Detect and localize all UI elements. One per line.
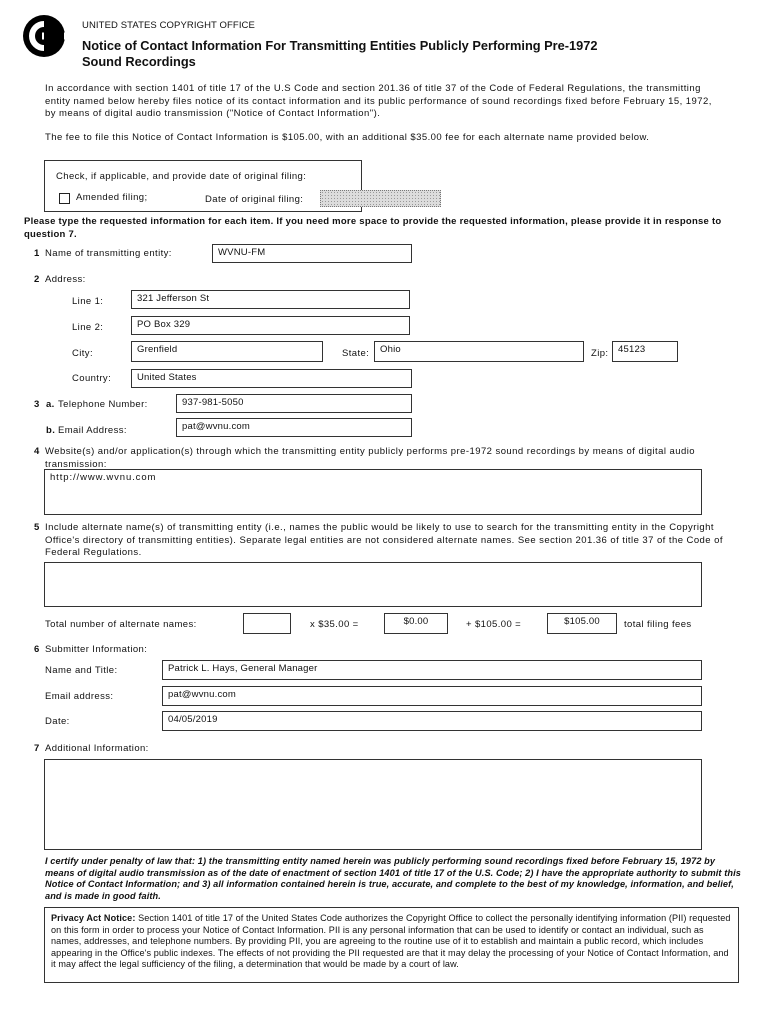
alternate-names-subtotal: $0.00 [384,613,448,634]
type-instructions: Please type the requested information for each item. If you need more space to provide the requested information, please provide it in response to question 7. [24,216,722,240]
certification-statement: I certify under penalty of law that: 1) the transmitting entity named herein was publicly performing sound recordings fixed before February 15, 1972 by means of digital audio transmission as of the date of enactment of section 1401 of title 17 of the U.S. Code; 2) I have the appropriate authority to submit this Notice of Contact Information; and 3) all information contained herein is true, accurate, and complete to the best of my knowledge, information, and belief, and is made in good faith. [45,856,741,901]
submitter-name-label: Name and Title: [45,665,118,676]
alternate-names-input[interactable] [44,562,702,607]
address-line1-input[interactable]: 321 Jefferson St [131,290,410,309]
telephone-input[interactable]: 937-981-5050 [176,394,412,413]
q4-number: 4 [34,446,40,457]
submitter-email-label: Email address: [45,691,114,702]
state-input[interactable]: Ohio [374,341,584,362]
q1-number: 1 [34,248,40,259]
total-alternate-names-label: Total number of alternate names: [45,619,197,630]
q1-label: Name of transmitting entity: [45,248,172,259]
q5-number: 5 [34,522,40,533]
address-line2-input[interactable]: PO Box 329 [131,316,410,335]
amended-filing-checkbox[interactable] [59,193,70,204]
zip-input[interactable]: 45123 [612,341,678,362]
base-fee-label: + $105.00 = [466,619,522,630]
address-line1-label: Line 1: [72,296,104,307]
q6-label: Submitter Information: [45,644,148,655]
state-label: State: [342,348,370,359]
q7-label: Additional Information: [45,743,149,754]
email-address-label: Email Address: [58,425,127,436]
city-label: City: [72,348,93,359]
telephone-label: Telephone Number: [58,399,148,410]
country-input[interactable]: United States [131,369,412,388]
privacy-act-heading: Privacy Act Notice: [51,913,136,923]
original-filing-date-label: Date of original filing: [205,194,304,205]
q3b-marker: b. [46,425,56,436]
copyright-office-logo [22,14,72,58]
submitter-date-label: Date: [45,716,70,727]
amend-instruction: Check, if applicable, and provide date of original filing: [56,171,307,182]
country-label: Country: [72,373,112,384]
amended-filing-label: Amended filing; [76,192,148,203]
q2-label: Address: [45,274,86,285]
address-line2-label: Line 2: [72,322,104,333]
zip-label: Zip: [591,348,609,359]
website-input[interactable]: http://www.wvnu.com [44,469,702,515]
submitter-name-input[interactable]: Patrick L. Hays, General Manager [162,660,702,680]
email-address-input[interactable]: pat@wvnu.com [176,418,412,437]
multiplier-label: x $35.00 = [310,619,359,630]
q3a-marker: a. [46,399,55,410]
submitter-email-input[interactable]: pat@wvnu.com [162,686,702,706]
privacy-act-notice [44,907,739,983]
original-filing-date-input[interactable] [320,190,441,207]
transmitting-entity-name-input[interactable]: WVNU-FM [212,244,412,263]
submitter-date-input[interactable]: 04/05/2019 [162,711,702,731]
amended-filing-section [44,160,362,212]
q5-label: Include alternate name(s) of transmitting entity (i.e., names the public would be likely to use to search for the transmitting entity in the Copyright Office's directory of transmitting entities). Separate legal entities are not considered alternate names. See section 201.36 of title 37 of the Code of Federal Regulations. [45,522,723,558]
intro-paragraph: In accordance with section 1401 of title 17 of the U.S Code and section 201.36 of title 37 of the Code of Federal Regulations, the transmitting entity named below hereby files notice of its contact information and its public performance of sound recordings fixed before February 15, 1972, by means of digital audio transmission ("Notice of Contact Information"). [45,83,712,119]
total-fee-amount: $105.00 [547,613,617,634]
fee-paragraph: The fee to file this Notice of Contact Information is $105.00, with an additional $35.00 fee for each alternate name provided below. [45,132,650,143]
privacy-act-text: Section 1401 of title 17 of the United States Code authorizes the Copyright Office to collect the personally identifying information (PII) requested on this form in order to process your Notice of Contact Information. PII is any personal information that can be used to identify or contact an individual, such as names, addresses, and telephone numbers. By providing PII, you are agreeing to the routine use of it to establish and maintain a public record, which includes appearing in the Office's public indexes. The effects of not providing the PII requested are that it may delay the processing of your Notice of Contact Information, and it may affect the legal sufficiency of the filing, a determination that would be made by a court of law. [51,913,731,969]
q7-number: 7 [34,743,40,754]
alternate-names-count-input[interactable] [243,613,291,634]
form-title-line1: Notice of Contact Information For Transmitting Entities Publicly Performing Pre-1972 [82,38,598,53]
q2-number: 2 [34,274,40,285]
total-filing-fees-label: total filing fees [624,619,692,630]
q4-label: Website(s) and/or application(s) through which the transmitting entity publicly performs pre-1972 sound recordings by means of digital audio transmission: [45,446,696,470]
office-name: UNITED STATES COPYRIGHT OFFICE [82,20,255,31]
form-title-line2: Sound Recordings [82,54,196,69]
q3-number: 3 [34,399,40,410]
city-input[interactable]: Grenfield [131,341,323,362]
additional-information-input[interactable] [44,759,702,850]
q6-number: 6 [34,644,40,655]
